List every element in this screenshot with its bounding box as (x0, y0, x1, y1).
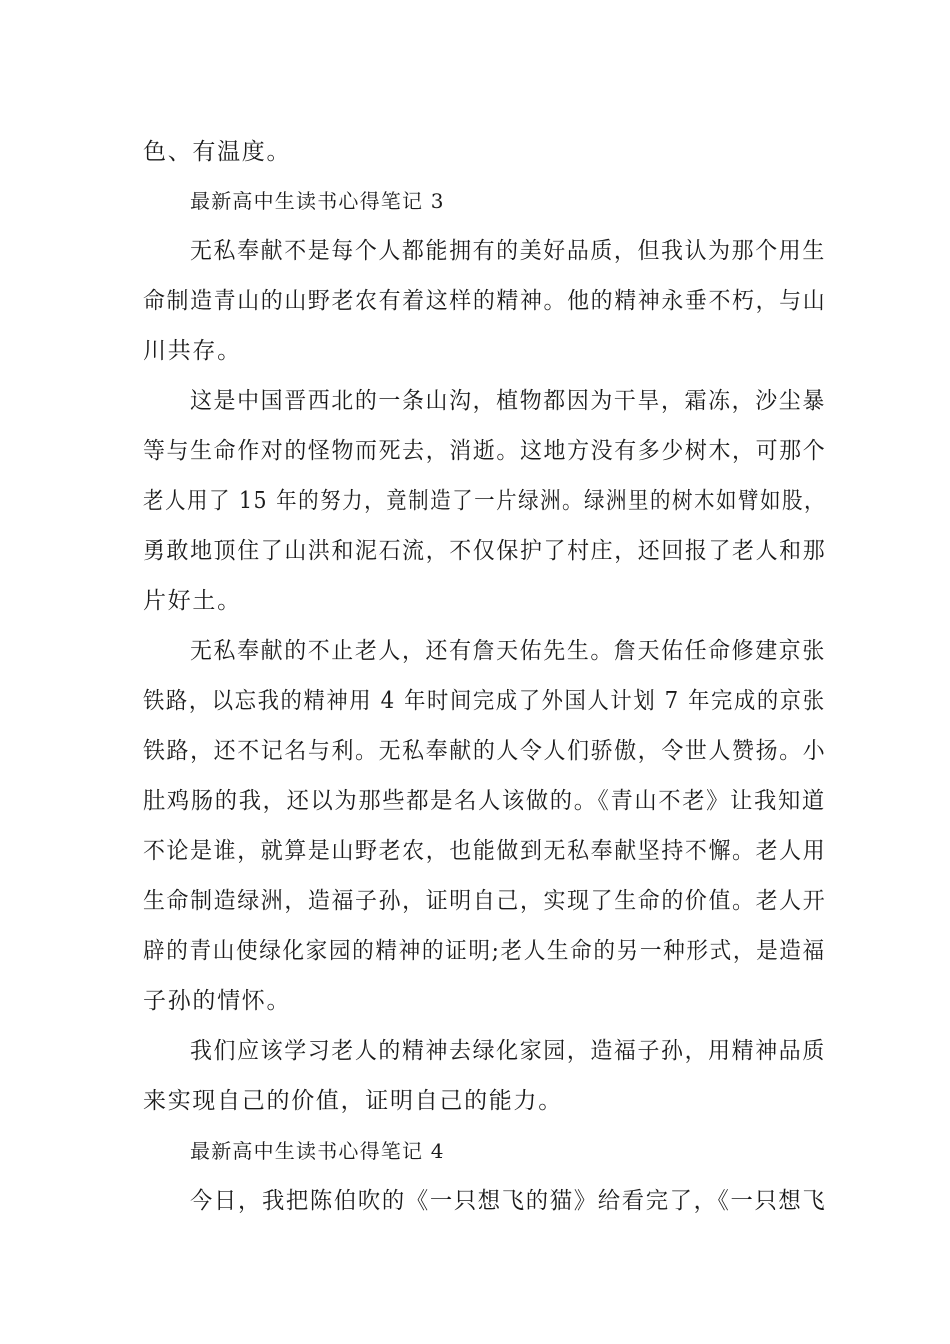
section-heading: 最新高中生读书心得笔记 4 (190, 1139, 445, 1163)
text-line: 生命制造绿洲，造福子孙，证明自己，实现了生命的价值。老人开 (143, 888, 827, 914)
text-line: 辟的青山使绿化家园的精神的证明;老人生命的另一种形式，是造福 (143, 938, 826, 964)
text-line: 勇敢地顶住了山洪和泥石流，不仅保护了村庄，还回报了老人和那 (143, 538, 827, 564)
text-line: 铁路，还不记名与利。无私奉献的人令人们骄傲，令世人赞扬。小 (143, 738, 827, 764)
text-line: 色、有温度。 (143, 139, 292, 165)
text-line: 铁路，以忘我的精神用 4 年时间完成了外国人计划 7 年完成的京张 (143, 688, 826, 714)
text-line: 这是中国晋西北的一条山沟，植物都因为干旱，霜冻，沙尘暴 (190, 388, 826, 414)
text-line: 片好土。 (143, 588, 242, 614)
text-line: 川共存。 (143, 338, 242, 364)
text-line: 无私奉献的不止老人，还有詹天佑先生。詹天佑任命修建京张 (190, 638, 826, 664)
text-line: 等与生命作对的怪物而死去，消逝。这地方没有多少树木，可那个 (143, 438, 827, 464)
text-line: 老人用了 15 年的努力，竟制造了一片绿洲。绿洲里的树木如臂如股， (143, 488, 827, 514)
section-heading: 最新高中生读书心得笔记 3 (190, 189, 445, 213)
text-line: 无私奉献不是每个人都能拥有的美好品质，但我认为那个用生 (190, 238, 826, 264)
text-line: 来实现自己的价值，证明自己的能力。 (143, 1088, 563, 1114)
text-line: 命制造青山的山野老农有着这样的精神。他的精神永垂不朽，与山 (143, 288, 827, 314)
text-line: 我们应该学习老人的精神去绿化家园，造福子孙，用精神品质 (190, 1038, 826, 1064)
text-line: 不论是谁，就算是山野老农，也能做到无私奉献坚持不懈。老人用 (143, 838, 827, 864)
text-line: 子孙的情怀。 (143, 988, 292, 1014)
text-line: 肚鸡肠的我，还以为那些都是名人该做的。《青山不老》让我知道 (143, 788, 826, 814)
text-line: 今日，我把陈伯吹的《一只想飞的猫》给看完了，《一只想飞 (190, 1188, 827, 1214)
